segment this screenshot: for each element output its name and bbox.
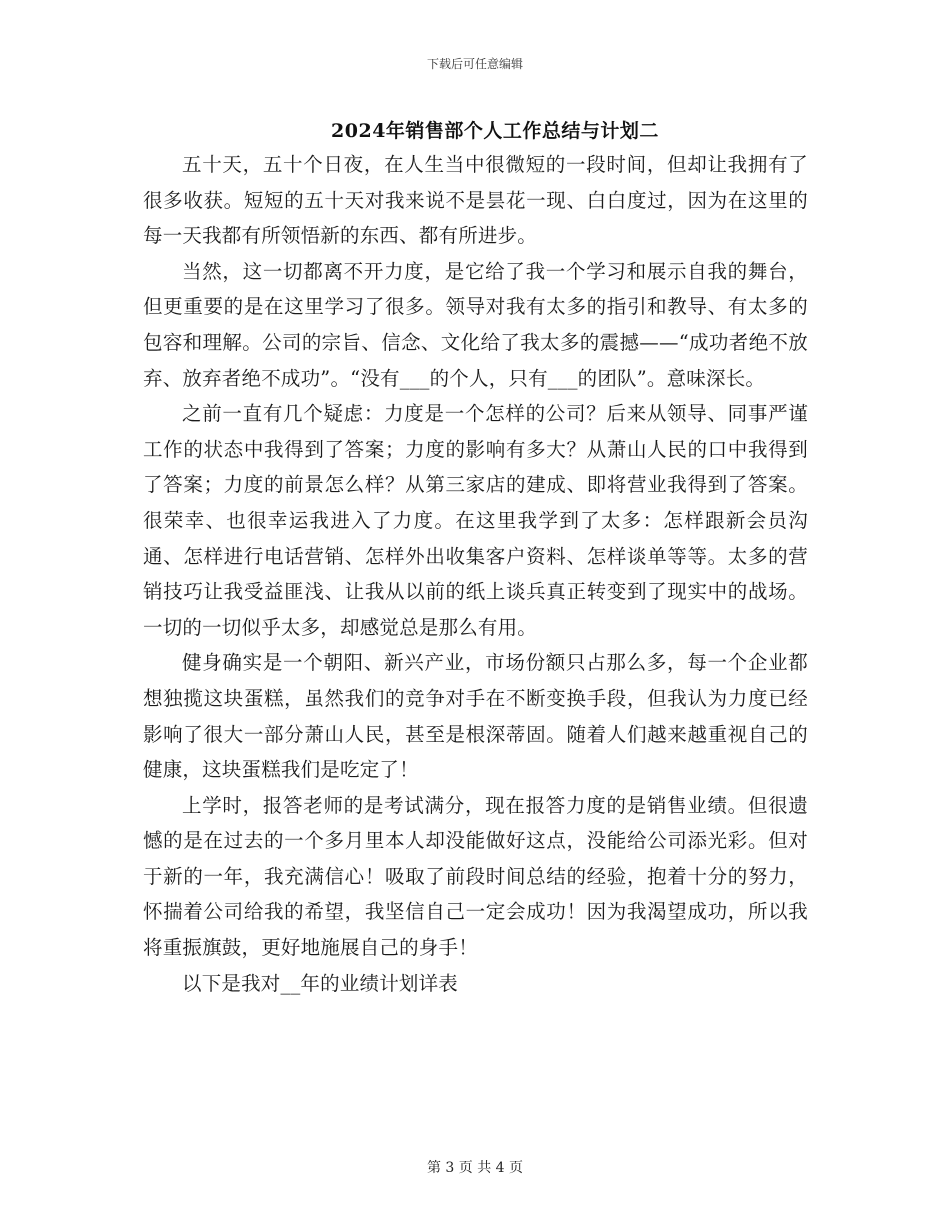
paragraph-5: 上学时，报答老师的是考试满分，现在报答力度的是销售业绩。但很遗憾的是在过去的一个多月里本人却没能做好这点，没能给公司添光彩。但对于新的一年，我充满信心！吸取了前段时间总结的经验，抱着十分的努力，怀揣着公司给我的希望，我坚信自己一定会成功！因为我渴望成功，所以我将重振旗鼓，更好地施展自己的身手！	[143, 793, 808, 960]
document-body	[143, 147, 808, 1001]
page-number: 第 3 页 共 4 页	[426, 1160, 524, 1176]
paragraph-3: 之前一直有几个疑虑：力度是一个怎样的公司？后来从领导、同事严谨工作的状态中我得到了答案；力度的影响有多大？从萧山人民的口中我得到了答案；力度的前景怎么样？从第三家店的建成、即将营业我得到了答案。很荣幸、也很幸运我进入了力度。在这里我学到了太多：怎样跟新会员沟通、怎样进行电话营销、怎样外出收集客户资料、怎样谈单等等。太多的营销技巧让我受益匪浅、让我从以前的纸上谈兵真正转变到了现实中的战场。一切的一切似乎太多，却感觉总是那么有用。	[143, 402, 808, 639]
paragraph-2: 当然，这一切都离不开力度，是它给了我一个学习和展示自我的舞台，但更重要的是在这里学习了很多。领导对我有太多的指引和教导、有太多的包容和理解。公司的宗旨、信念、文化给了我太多的震撼——“成功者绝不放弃、放弃者绝不成功”。“没有___的个人，只有___的团队”。意味深长。	[143, 259, 808, 390]
page-header-note: 下载后可任意编辑	[426, 57, 523, 71]
paragraph-1: 五十天，五十个日夜，在人生当中很微短的一段时间，但却让我拥有了很多收获。短短的五十天对我来说不是昙花一现、白白度过，因为在这里的每一天我都有所领悟新的东西、都有所进步。	[143, 153, 808, 248]
document-title: 2024年销售部个人工作总结与计划二	[331, 120, 659, 142]
paragraph-6: 以下是我对__年的业绩计划详表	[182, 971, 459, 995]
paragraph-4: 健身确实是一个朝阳、新兴产业，市场份额只占那么多，每一个企业都想独揽这块蛋糕，虽然我们的竞争对手在不断变换手段，但我认为力度已经影响了很大一部分萧山人民，甚至是根深蒂固。随着人们越来越重视自己的健康，这块蛋糕我们是吃定了！	[143, 651, 808, 782]
